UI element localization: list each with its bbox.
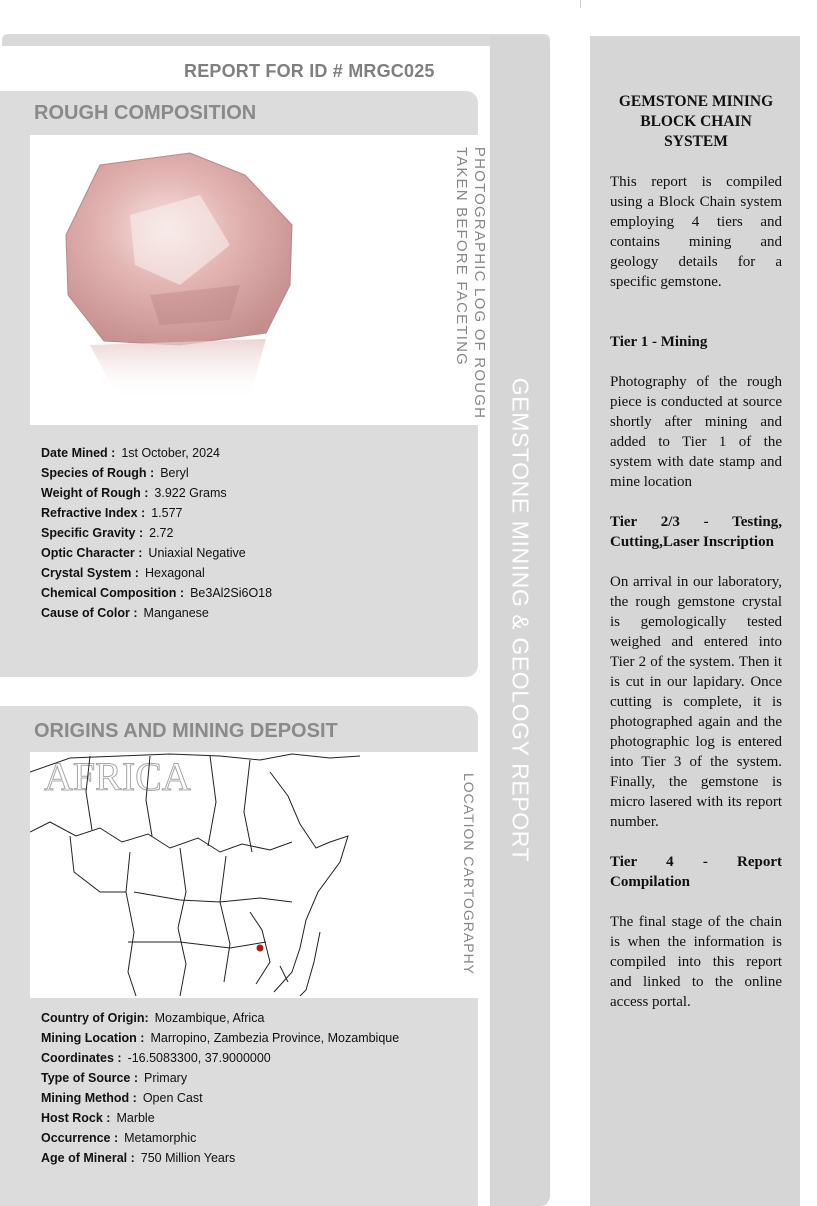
fact-label: Mining Location : (41, 1031, 145, 1045)
fact-row (41, 483, 272, 503)
fact-value: Marble (116, 1111, 155, 1125)
fact-row (41, 603, 272, 623)
origins-title: ORIGINS AND MINING DEPOSIT (34, 720, 338, 742)
fact-row (41, 443, 272, 463)
fact-row (41, 1128, 399, 1148)
fact-label: Weight of Rough : (41, 486, 149, 500)
fact-label: Specific Gravity : (41, 526, 144, 540)
tier23-text: On arrival in our laboratory, the rough gemstone crystal is gemologically tested weighed and entered into Tier 2 of the system. Then it is cut in our lapidary. Once cutting is complete, it is photographed again and the photographic log is entered into Tier 3 of the system. Finally, the gemstone is micro lasered with its report number. (610, 574, 782, 830)
top-bar (2, 34, 550, 46)
tier23-heading: Tier 2/3 - Testing, Cutting,Laser Inscription (610, 514, 782, 550)
fact-label: Coordinates : (41, 1051, 122, 1065)
fact-label: Country of Origin: (41, 1011, 149, 1025)
sidebar-intro: This report is compiled using a Block Chain system employing 4 tiers and contains mining and geology details for a specific gemstone. (610, 174, 782, 290)
fact-value: Beryl (160, 466, 189, 480)
fact-value: Be3Al2Si6O18 (190, 586, 273, 600)
fact-row (41, 1028, 399, 1048)
fact-value: 1st October, 2024 (121, 446, 220, 460)
fact-value: 750 Million Years (140, 1151, 236, 1165)
rough-facts-list (41, 443, 272, 623)
fact-row (41, 1068, 399, 1088)
vertical-band-title: GEMSTONE MINING & GEOLOGY REPORT (507, 377, 534, 863)
rough-gemstone-photo (30, 135, 322, 425)
fact-row (41, 1048, 399, 1068)
fact-row (41, 463, 272, 483)
fact-value: 2.72 (149, 526, 174, 540)
fact-value: Open Cast (142, 1091, 203, 1105)
fact-row (41, 543, 272, 563)
mine-location-marker (257, 945, 264, 952)
fact-value: Marropino, Zambezia Province, Mozambique (150, 1031, 400, 1045)
fact-label: Optic Character : (41, 546, 143, 560)
fact-row (41, 1088, 399, 1108)
separator-tick (580, 0, 581, 8)
photo-label-line2: TAKEN BEFORE FACETING (453, 146, 470, 366)
info-sidebar (590, 36, 800, 1206)
fact-label: Host Rock : (41, 1111, 111, 1125)
tier1-text: Photography of the rough piece is conducted at source shortly after mining and added to Tier 1 of the system with date stamp and mine location (610, 374, 782, 490)
fact-value: Metamorphic (124, 1131, 197, 1145)
fact-label: Mining Method : (41, 1091, 137, 1105)
map-watermark: AFRICA (44, 754, 191, 799)
fact-row (41, 563, 272, 583)
photo-label-line1: PHOTOGRAPHIC LOG OF ROUGH (471, 146, 488, 420)
africa-map (30, 752, 366, 996)
rough-composition-title: ROUGH COMPOSITION (34, 102, 257, 124)
fact-label: Refractive Index : (41, 506, 146, 520)
tier4-heading: Tier 4 - Report Compilation (610, 854, 782, 890)
fact-label: Date Mined : (41, 446, 116, 460)
fact-row (41, 1108, 399, 1128)
fact-row (41, 1148, 399, 1168)
photo-side-label (452, 147, 488, 419)
report-id-title: REPORT FOR ID # MRGC025 (184, 61, 435, 81)
fact-row (41, 503, 272, 523)
fact-row (41, 583, 272, 603)
fact-label: Crystal System : (41, 566, 139, 580)
fact-value: Primary (144, 1071, 188, 1085)
fact-value: Mozambique, Africa (154, 1011, 265, 1025)
fact-label: Species of Rough : (41, 466, 155, 480)
fact-value: Uniaxial Negative (148, 546, 246, 560)
fact-value: -16.5083300, 37.9000000 (127, 1051, 271, 1065)
sidebar-title: GEMSTONE MINING BLOCK CHAIN SYSTEM (618, 93, 774, 150)
fact-label: Age of Mineral : (41, 1151, 135, 1165)
fact-label: Chemical Composition : (41, 586, 185, 600)
fact-value: 1.577 (151, 506, 183, 520)
fact-row (41, 1008, 399, 1028)
fact-value: Manganese (143, 606, 209, 620)
fact-value: 3.922 Grams (154, 486, 227, 500)
sidebar-content (610, 92, 782, 1012)
fact-label: Occurrence : (41, 1131, 119, 1145)
tier4-text: The final stage of the chain is when the information is compiled into this report and linked to the online access portal. (610, 914, 782, 1010)
fact-row (41, 523, 272, 543)
origin-facts-list (41, 1008, 399, 1168)
fact-value: Hexagonal (144, 566, 205, 580)
tier1-heading: Tier 1 - Mining (610, 334, 708, 350)
fact-label: Type of Source : (41, 1071, 139, 1085)
map-side-label: LOCATION CARTOGRAPHY (461, 772, 477, 976)
fact-label: Cause of Color : (41, 606, 138, 620)
